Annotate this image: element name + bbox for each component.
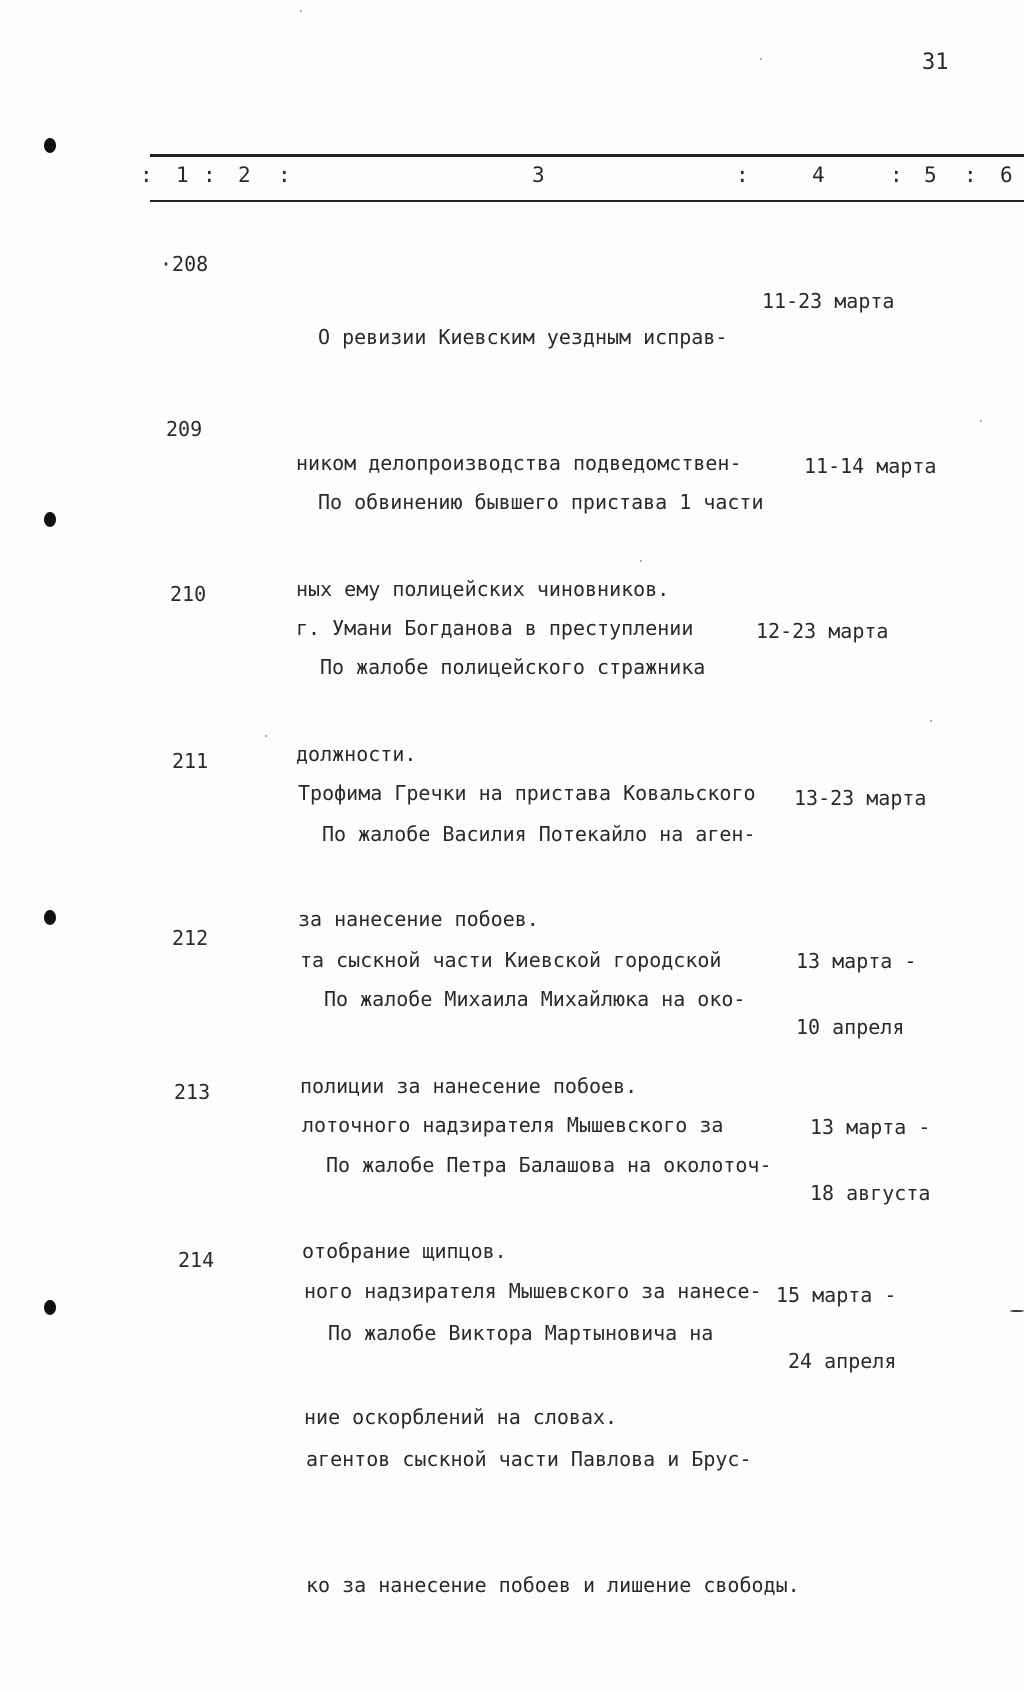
entry-description: По жалобе Виктора Мартыновича на агентов сыскной части Павлова и Брус- ко за нанесение побоев и лишение свободы. — [306, 1321, 800, 1597]
entry-dates: 15 марта - 24 апреля — [776, 1283, 897, 1373]
punch-hole-mark — [44, 910, 56, 925]
entry-dates: 11-14 марта — [804, 454, 937, 478]
entry-dates: 13-23 марта — [794, 786, 927, 810]
header-rule-bottom — [150, 200, 1024, 202]
entry-number: 209 — [166, 417, 203, 441]
entry-number: 213 — [174, 1080, 211, 1104]
column-header-row — [0, 163, 1024, 193]
page-number: 31 — [922, 50, 949, 75]
entry-description: По жалобе полицейского стражника Трофима Гречки на пристава Ковальского за нанесение побоев. — [298, 655, 756, 931]
header-rule-top — [150, 154, 1024, 157]
entry-dates: 12-23 марта — [756, 619, 889, 643]
scan-speck — [300, 10, 302, 12]
entry-number: 212 — [172, 926, 209, 950]
punch-hole-mark — [44, 512, 56, 527]
entry-description: По обвинению бывшего пристава 1 части г. Умани Богданова в преступлении должности. — [296, 490, 764, 766]
punch-hole-mark — [44, 138, 56, 153]
scan-speck — [640, 560, 642, 562]
column-separator: : — [203, 163, 216, 187]
scan-speck — [980, 420, 982, 422]
column-separator: : — [964, 163, 977, 187]
column-header-1: 1 — [176, 163, 189, 187]
column-separator: : — [140, 163, 153, 187]
scan-speck — [265, 735, 267, 737]
entry-number: 211 — [172, 749, 209, 773]
entry-description: О ревизии Киевским уездным исправ- ником делопроизводства подведомствен- ных ему полицейских чиновников. — [296, 325, 742, 601]
column-header-5: 5 — [924, 163, 937, 187]
entry-dates: 11-23 марта — [762, 289, 895, 313]
entry-number: ·208 — [160, 252, 209, 276]
scan-mark — [1010, 1310, 1024, 1312]
column-header-2: 2 — [238, 163, 251, 187]
column-header-3: 3 — [532, 163, 545, 187]
entry-dates: 13 марта - 18 августа — [810, 1115, 931, 1205]
column-header-4: 4 — [812, 163, 825, 187]
column-separator: : — [278, 163, 291, 187]
entry-description: По жалобе Петра Балашова на околоточ- ного надзирателя Мышевского за нанесе- ние оскорблений на словах. — [304, 1153, 772, 1429]
entry-description: По жалобе Василия Потекайло на аген- та сыскной части Киевской городской полиции за нанесение побоев. — [300, 822, 756, 1098]
scan-speck — [930, 720, 932, 722]
column-separator: : — [736, 163, 749, 187]
entry-description: По жалобе Михаила Михайлюка на око- лоточного надзирателя Мышевского за отобрание щипцов. — [302, 987, 746, 1263]
entry-number: 210 — [170, 582, 207, 606]
entry-dates: 13 марта - 10 апреля — [796, 949, 917, 1039]
scan-speck — [760, 58, 762, 60]
column-separator: : — [890, 163, 903, 187]
column-header-6: 6 — [1000, 163, 1013, 187]
entry-number: 214 — [178, 1248, 215, 1272]
punch-hole-mark — [44, 1300, 56, 1315]
